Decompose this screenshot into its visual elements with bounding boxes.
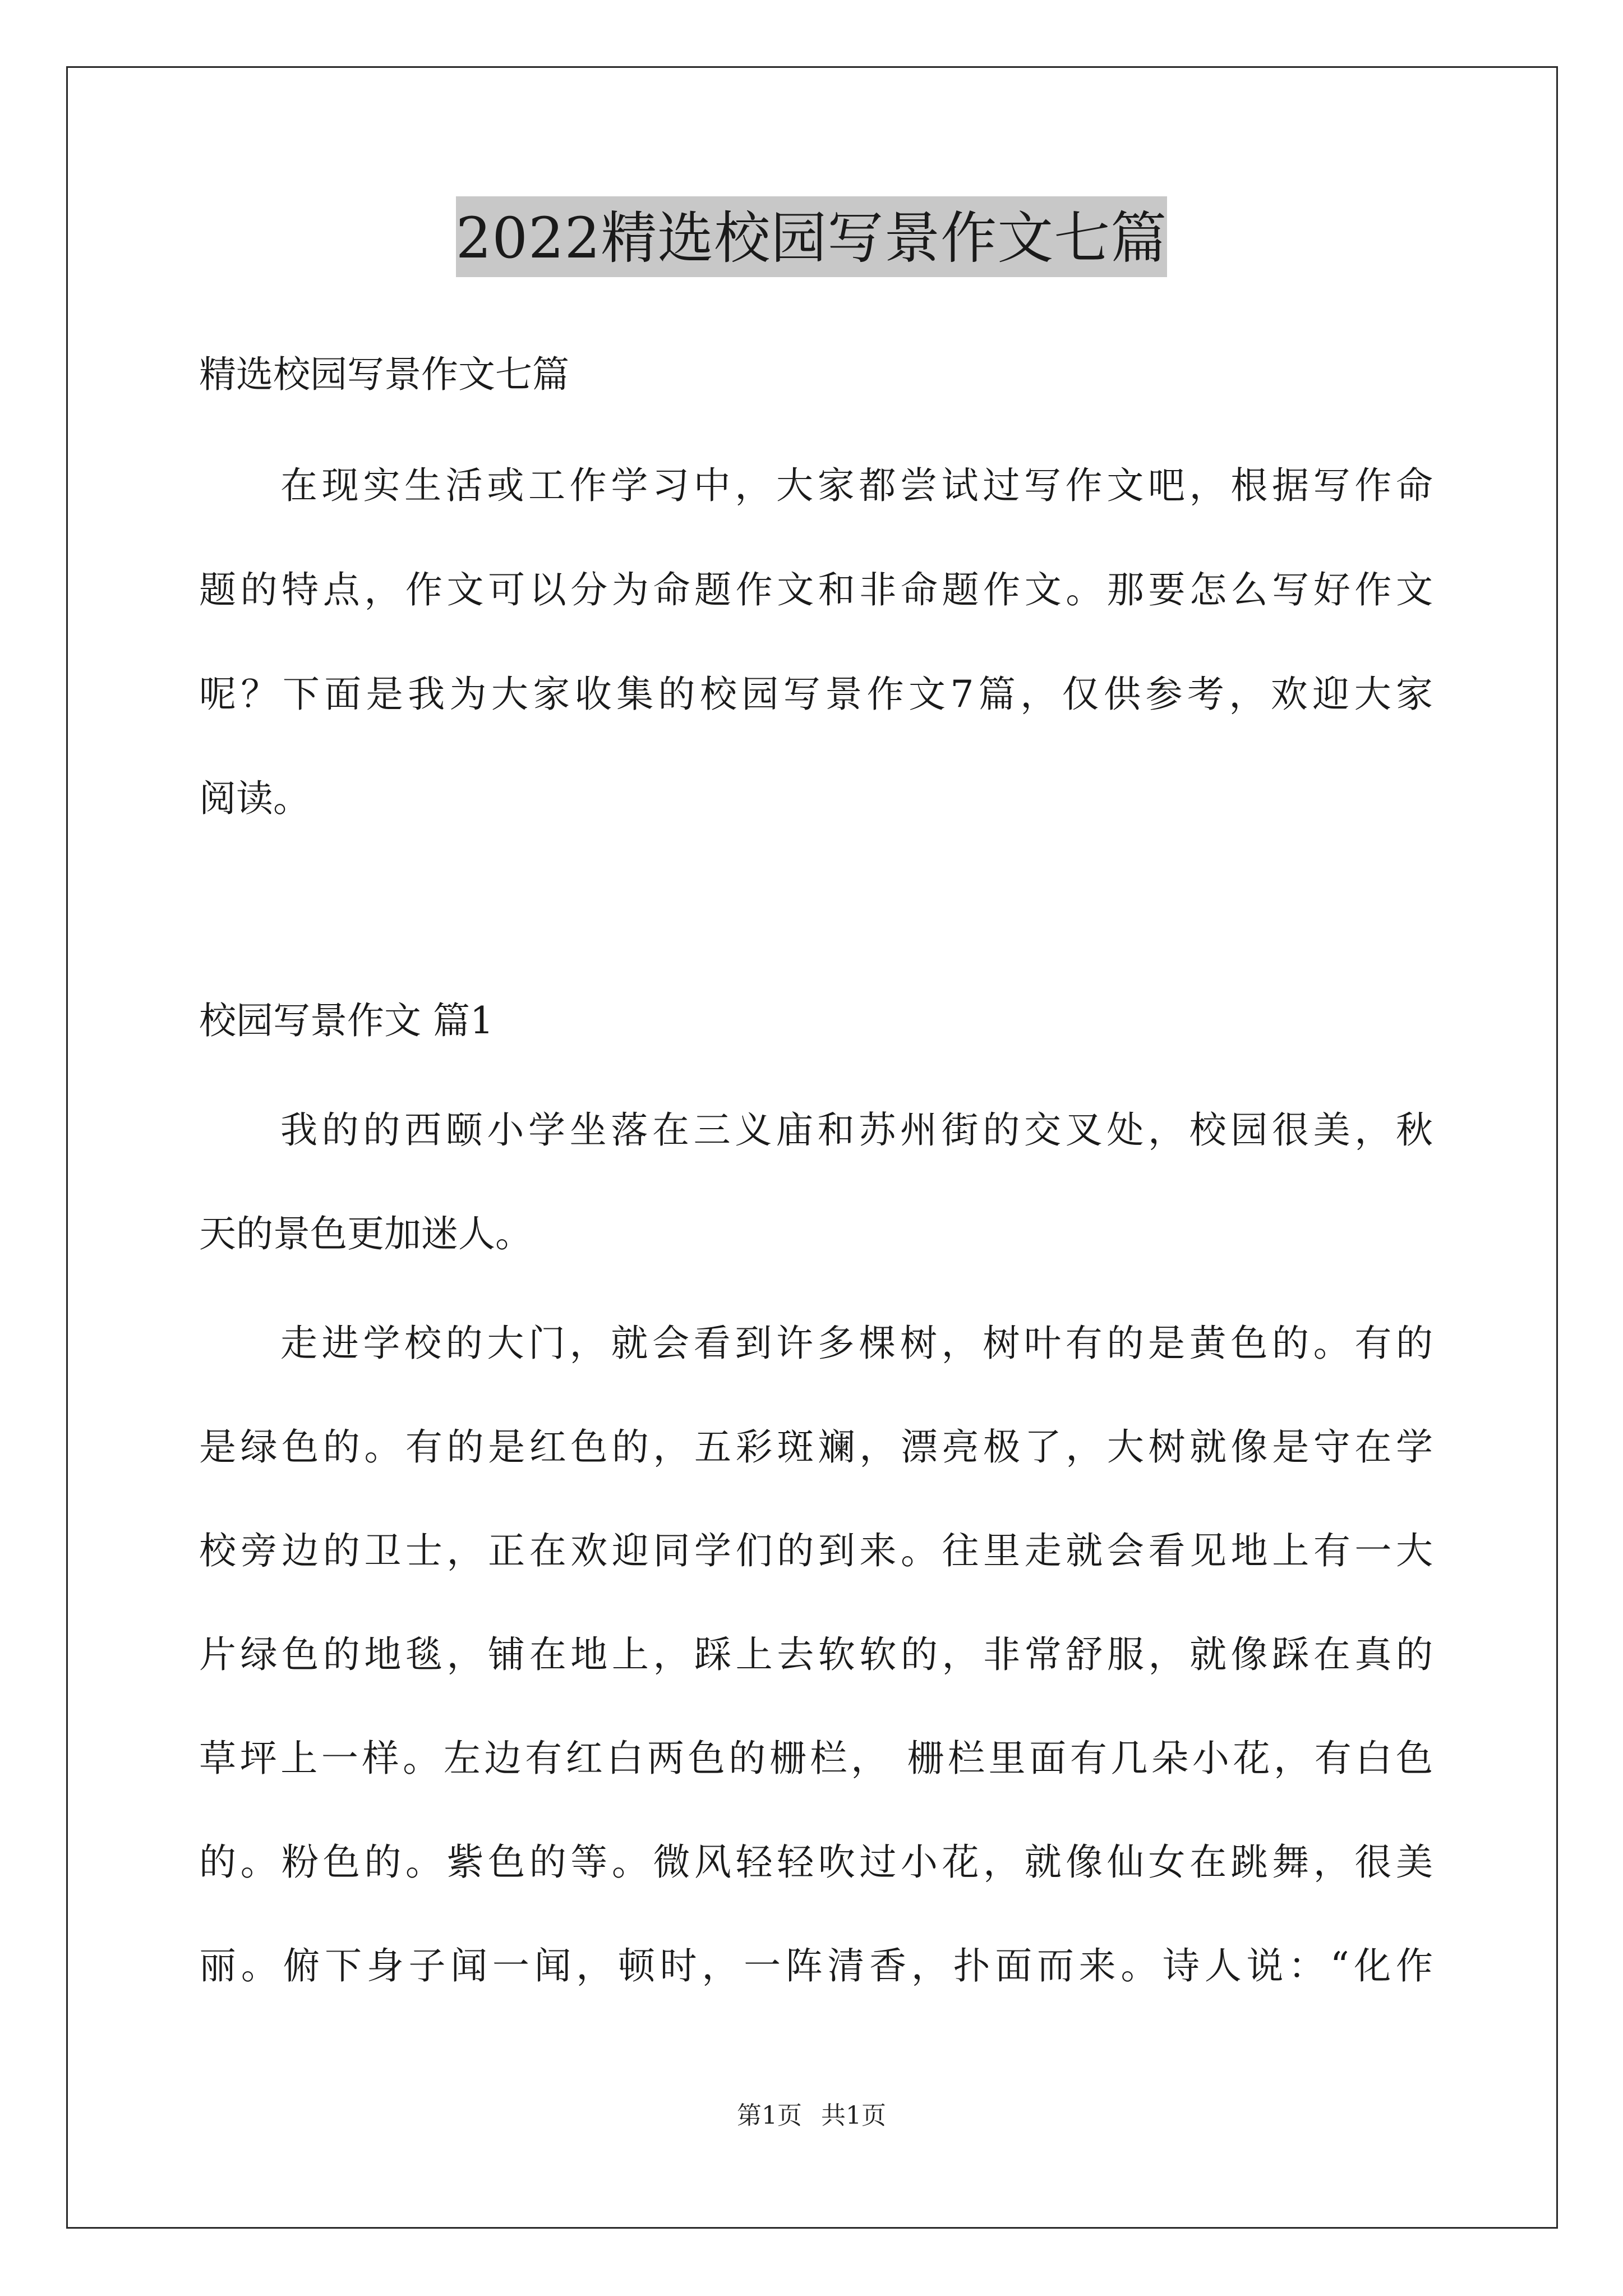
paragraph-line: 天的景色更加迷人。 [199,1212,532,1255]
paragraph-line: 的。粉色的。紫色的等。微风轻轻吹过小花，就像仙女在跳舞，很美 [199,1841,1433,1884]
paragraph-line: 是绿色的。有的是红色的，五彩斑斓，漂亮极了，大树就像是守在学 [199,1425,1433,1469]
paragraph-line: 草坪上一样。左边有红白两色的栅栏， 栅栏里面有几朵小花，有白色 [199,1737,1433,1780]
essay-heading: 校园写景作文 篇1 [199,999,494,1042]
paragraph-line: 题的特点，作文可以分为命题作文和非命题作文。那要怎么写好作文 [199,568,1433,611]
document-title: 2022精选校园写景作文七篇 [456,196,1168,277]
title-wrap [0,196,1623,277]
paragraph-line: 阅读。 [199,777,310,820]
paragraph-line: 丽。俯下身子闻一闻，顿时，一阵清香，扑面而来。诗人说：“化作 [199,1944,1433,1987]
paragraph-line: 呢？下面是我为大家收集的校园写景作文7篇，仅供参考，欢迎大家 [199,673,1433,716]
page-footer [0,2099,1623,2133]
paragraph-line: 在现实生活或工作学习中，大家都尝试过写作文吧，根据写作命 [280,464,1433,507]
paragraph-line: 走进学校的大门，就会看到许多棵树，树叶有的是黄色的。有的 [280,1322,1433,1365]
paragraph-line: 校旁边的卫士，正在欢迎同学们的到来。往里走就会看见地上有一大 [199,1529,1433,1572]
paragraph-line: 片绿色的地毯，铺在地上，踩上去软软的，非常舒服，就像踩在真的 [199,1633,1433,1676]
page-number: 第1页 [737,2101,802,2130]
paragraph-line: 我的的西颐小学坐落在三义庙和苏州街的交叉处，校园很美，秋 [280,1108,1433,1152]
section-heading: 精选校园写景作文七篇 [199,353,569,396]
page-total: 共1页 [821,2101,886,2130]
